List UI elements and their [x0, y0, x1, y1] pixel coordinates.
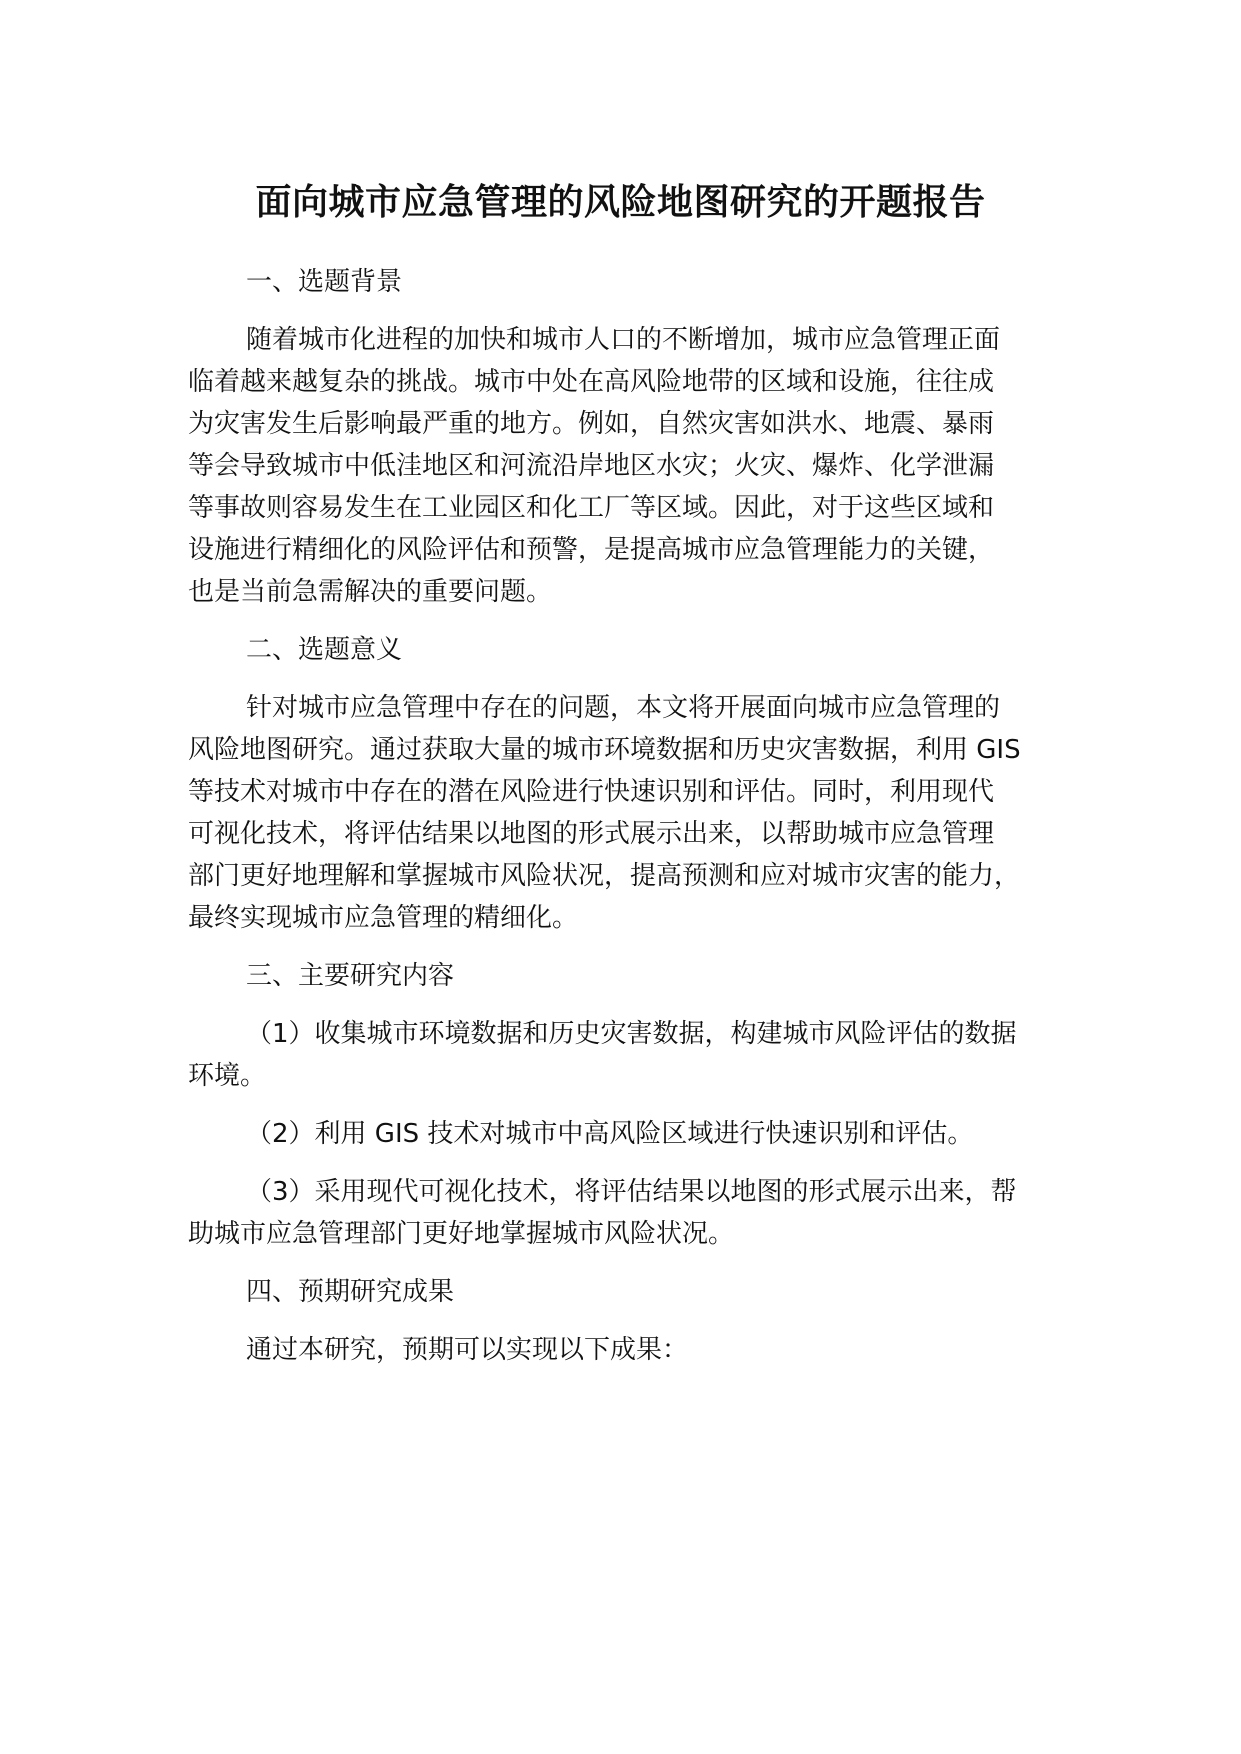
- list-item-line: （2）利用 GIS 技术对城市中高风险区域进行快速识别和评估。: [246, 1119, 974, 1149]
- paragraph-line: 等会导致城市中低洼地区和河流沿岸地区水灾；火灾、爆炸、化学泄漏: [188, 451, 995, 481]
- paragraph-line: 最终实现城市应急管理的精细化。: [188, 903, 579, 933]
- paragraph-line: 针对城市应急管理中存在的问题，本文将开展面向城市应急管理的: [246, 693, 1001, 723]
- list-item-line: （1）收集城市环境数据和历史灾害数据，构建城市风险评估的数据: [246, 1019, 1017, 1049]
- list-item-line: （3）采用现代可视化技术，将评估结果以地图的形式展示出来，帮: [246, 1177, 1017, 1207]
- paragraph-line: 部门更好地理解和掌握城市风险状况，提高预测和应对城市灾害的能力，: [188, 861, 1021, 891]
- paragraph-line: 随着城市化进程的加快和城市人口的不断增加，城市应急管理正面: [246, 325, 1001, 355]
- list-item-line: 助城市应急管理部门更好地掌握城市风险状况。: [188, 1219, 735, 1249]
- paragraph-line: 可视化技术，将评估结果以地图的形式展示出来，以帮助城市应急管理: [188, 819, 995, 849]
- paragraph-line: 临着越来越复杂的挑战。城市中处在高风险地带的区域和设施，往往成: [188, 367, 995, 397]
- paragraph-line: 等技术对城市中存在的潜在风险进行快速识别和评估。同时，利用现代: [188, 777, 995, 807]
- section-heading-significance: 二、选题意义: [246, 635, 403, 665]
- section-heading-content: 三、主要研究内容: [246, 961, 455, 991]
- paragraph-line: 为灾害发生后影响最严重的地方。例如，自然灾害如洪水、地震、暴雨: [188, 409, 995, 439]
- list-item-line: 环境。: [188, 1061, 267, 1091]
- paragraph-line: 通过本研究，预期可以实现以下成果：: [246, 1335, 689, 1365]
- paragraph-line: 等事故则容易发生在工业园区和化工厂等区域。因此，对于这些区域和: [188, 493, 995, 523]
- section-heading-results: 四、预期研究成果: [246, 1277, 455, 1307]
- paragraph-line: 也是当前急需解决的重要问题。: [188, 577, 553, 607]
- section-heading-background: 一、选题背景: [246, 267, 403, 297]
- paragraph-line: 设施进行精细化的风险评估和预警，是提高城市应急管理能力的关键，: [188, 535, 995, 565]
- document-title: 面向城市应急管理的风险地图研究的开题报告: [255, 182, 986, 223]
- paragraph-line: 风险地图研究。通过获取大量的城市环境数据和历史灾害数据，利用 GIS: [188, 735, 1021, 765]
